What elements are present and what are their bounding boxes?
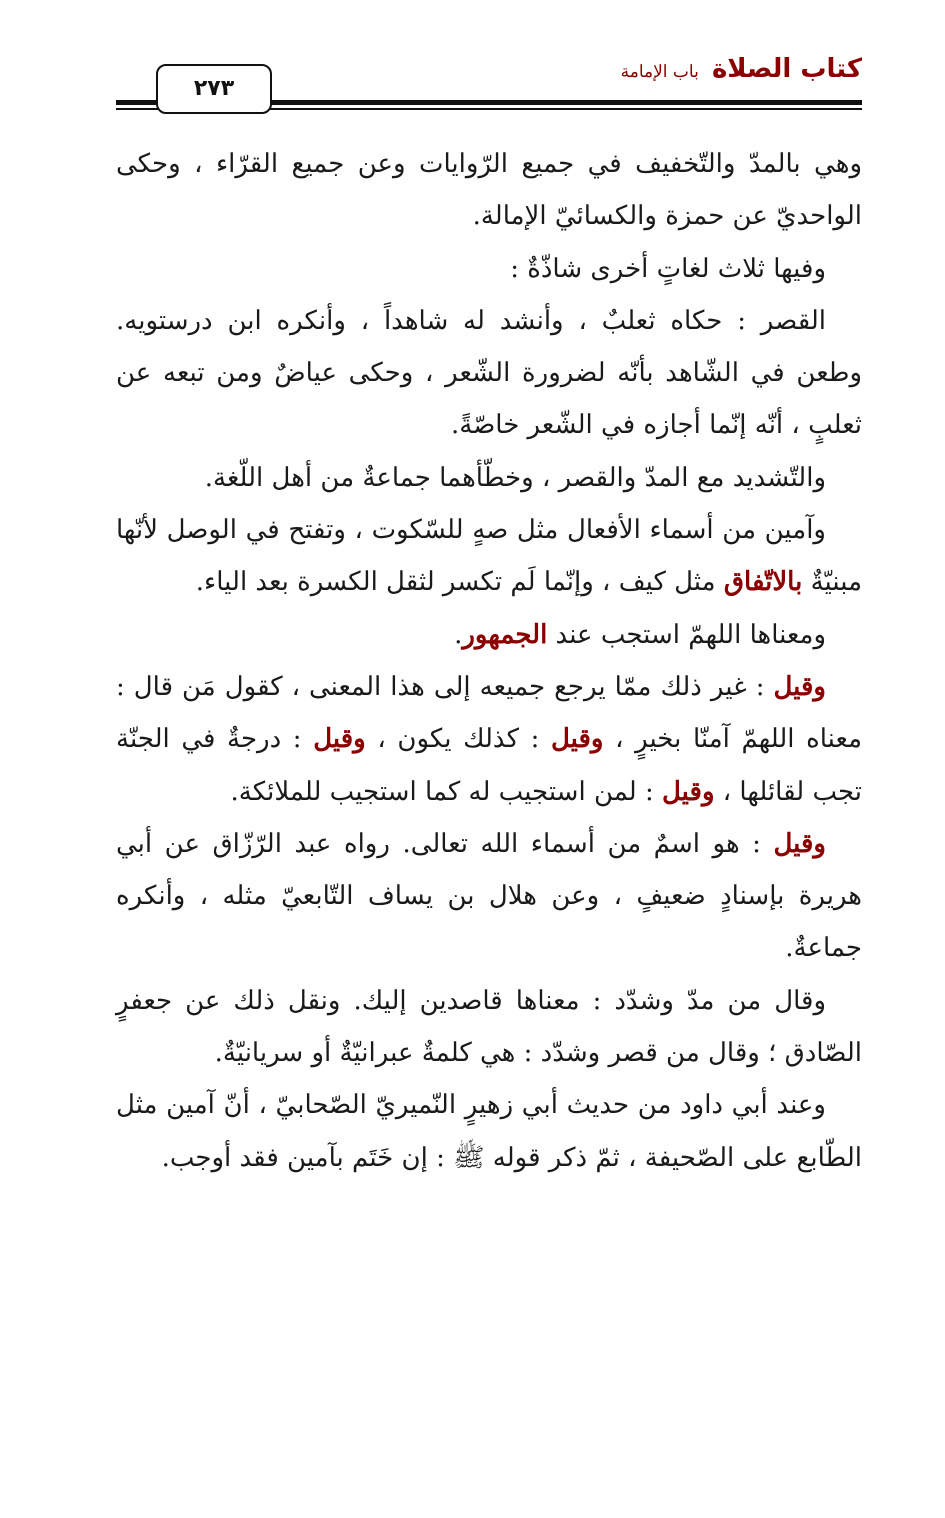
running-title bbox=[621, 54, 862, 84]
highlighted-term: الجمهور bbox=[462, 619, 548, 650]
page-header bbox=[116, 44, 862, 114]
highlighted-term: وقيل bbox=[773, 828, 826, 859]
text-run: : كذلك يكون ، bbox=[365, 724, 551, 755]
paragraph bbox=[116, 975, 862, 1080]
text-run: وعند أبي داود من حديث أبي زهيرٍ النّميريّ الصّحابيّ ، أنّ آمين مثل الطّابع على الصّحيفة ، ثمّ ذكر قوله ﷺ : إن خَتَم بآمين فقد أوجب. bbox=[116, 1090, 862, 1173]
text-run: والتّشديد مع المدّ والقصر ، وخطّأهما جماعةٌ من أهل اللّغة. bbox=[204, 462, 826, 493]
paragraph bbox=[116, 138, 862, 243]
text-run: مثل كيف ، وإنّما لَم تكسر لثقل الكسرة بعد الياء. bbox=[195, 567, 724, 598]
text-run: : درجةٌ في الجنّة تجب لقائلها ، bbox=[116, 724, 862, 807]
text-run: : غير ذلك ممّا يرجع جميعه إلى هذا المعنى ، كقول مَن قال : معناه اللهمّ آمنّا بخيرٍ ، bbox=[116, 671, 862, 755]
page-number: ٢٧٣ bbox=[156, 64, 272, 114]
paragraph bbox=[116, 243, 862, 295]
paragraph bbox=[116, 452, 862, 504]
paragraph bbox=[116, 295, 862, 452]
body-text bbox=[116, 138, 862, 1184]
book-title: كتاب الصلاة bbox=[711, 54, 862, 84]
paragraph bbox=[116, 818, 862, 975]
text-run: : هو اسمٌ من أسماء الله تعالى. رواه عبد الرّزّاق عن أبي هريرة بإسنادٍ ضعيفٍ ، وعن هلال بن يساف التّابعيّ مثله ، وأنكره جماعةٌ. bbox=[116, 828, 862, 964]
paragraph bbox=[116, 1079, 862, 1184]
text-run: وهي بالمدّ والتّخفيف في جميع الرّوايات وعن جميع القرّاء ، وحكى الواحديّ عن حمزة والكسائيّ الإمالة. bbox=[116, 149, 862, 232]
text-run: ومعناها اللهمّ استجب عند bbox=[547, 619, 826, 650]
highlighted-term: وقيل bbox=[773, 671, 826, 702]
highlighted-term: بالاتّفاق bbox=[723, 567, 803, 598]
highlighted-term: وقيل bbox=[313, 724, 366, 755]
highlighted-term: وقيل bbox=[550, 724, 604, 755]
text-run: القصر : حكاه ثعلبٌ ، وأنشد له شاهداً ، وأنكره ابن درستويه. وطعن في الشّاهد بأنّه لضرورة الشّعر ، وحكى عياضٌ ومن تبعه عن ثعلبٍ ، أنّه إنّما أجازه في الشّعر خاصّةً. bbox=[116, 305, 862, 441]
text-run: . bbox=[454, 619, 463, 650]
text-run: وقال من مدّ وشدّد : معناها قاصدين إليك. ونقل ذلك عن جعفرٍ الصّادق ؛ وقال من قصر وشدّد : هي كلمةٌ عبرانيّةٌ أو سريانيّةٌ. bbox=[116, 985, 862, 1069]
text-run: : لمن استجيب له كما استجيب للملائكة. bbox=[230, 776, 662, 807]
highlighted-term: وقيل bbox=[661, 776, 715, 807]
chapter-title: باب الإمامة bbox=[620, 62, 699, 82]
text-run: وآمين من أسماء الأفعال مثل صهٍ للسّكوت ، وتفتح في الوصل لأنّها مبنيّةٌ bbox=[116, 515, 862, 598]
paragraph bbox=[116, 504, 862, 609]
paragraph bbox=[116, 661, 862, 818]
text-run: وفيها ثلاث لغاتٍ أخرى شاذّةٌ : bbox=[510, 253, 826, 284]
paragraph bbox=[116, 609, 862, 661]
